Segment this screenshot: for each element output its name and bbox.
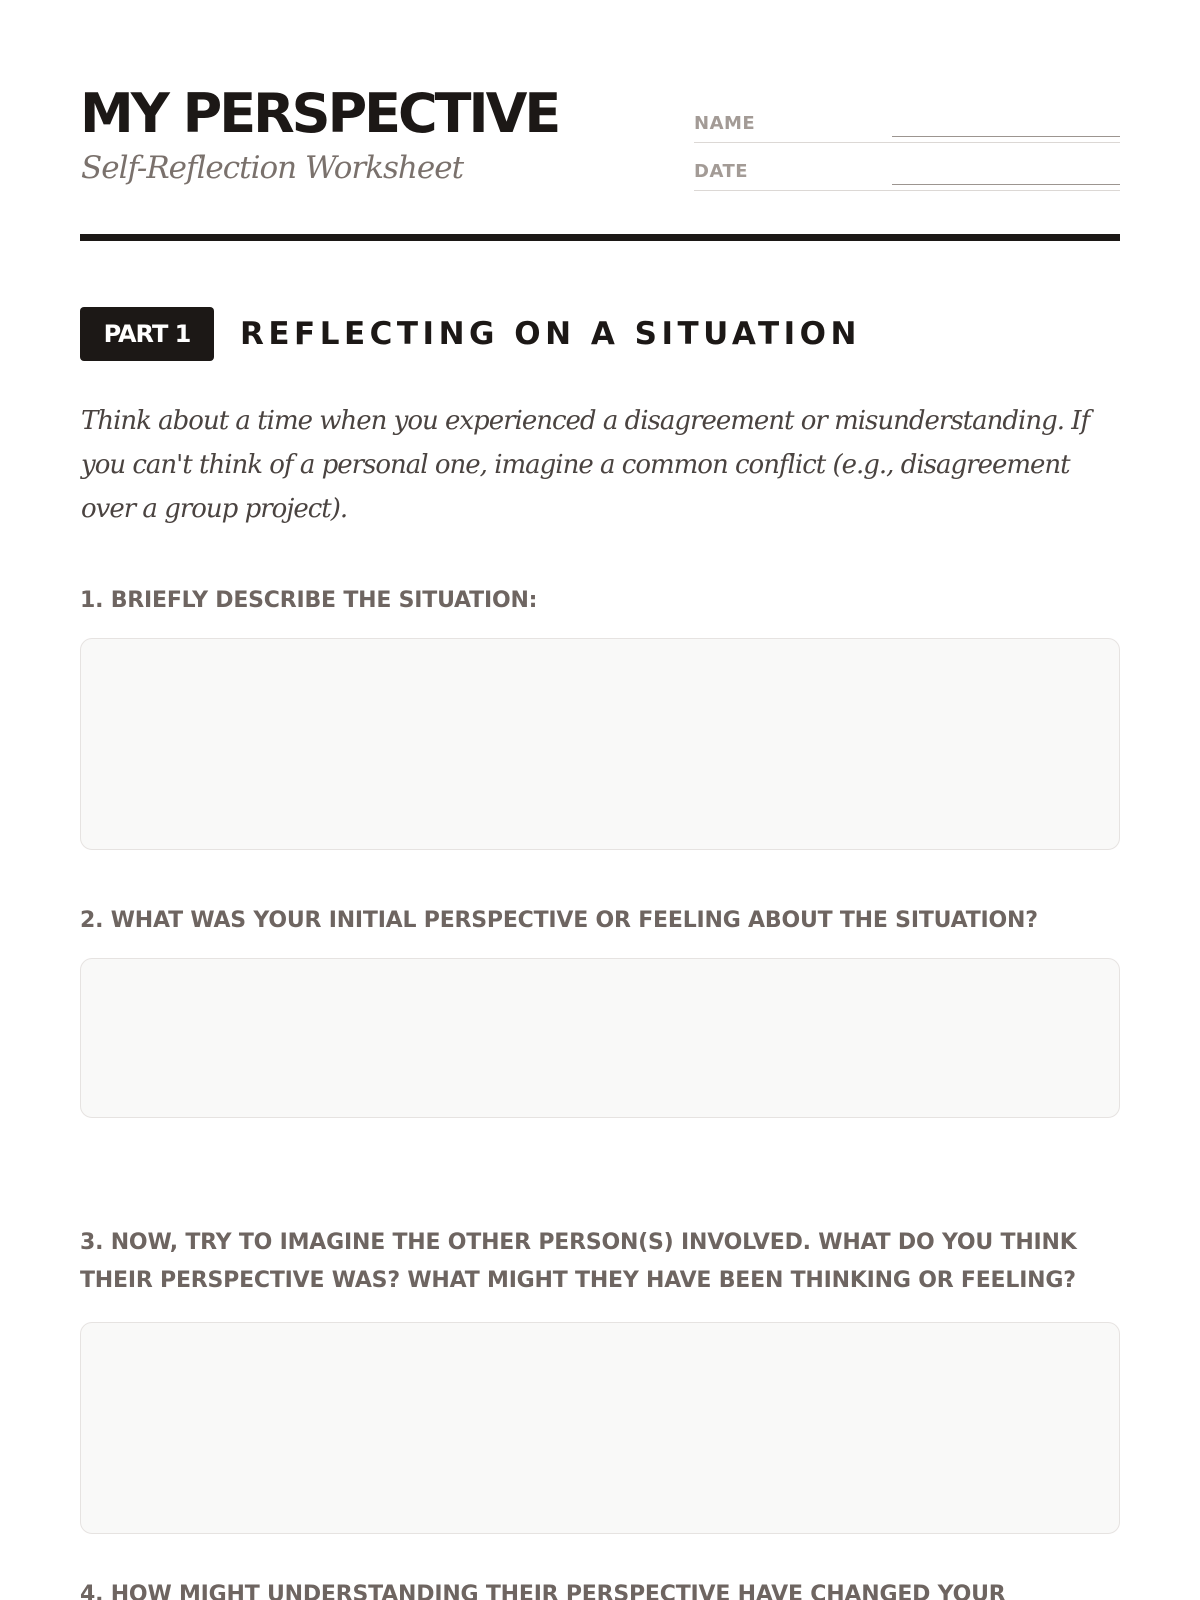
date-field-line[interactable] (892, 184, 1120, 185)
question-1-answer-box[interactable] (80, 638, 1120, 850)
question-1-label: 1. BRIEFLY DESCRIBE THE SITUATION: (80, 588, 538, 613)
date-field[interactable] (694, 161, 1120, 191)
question-2-label: 2. WHAT WAS YOUR INITIAL PERSPECTIVE OR FEELING ABOUT THE SITUATION? (80, 908, 1038, 933)
header-divider (80, 234, 1120, 241)
name-field[interactable] (694, 113, 1120, 143)
question-3-answer-box[interactable] (80, 1322, 1120, 1534)
page-subtitle: Self-Reflection Worksheet (81, 150, 464, 186)
question-2-answer-box[interactable] (80, 958, 1120, 1118)
page-title: MY PERSPECTIVE (80, 82, 559, 145)
question-4-label: 4. HOW MIGHT UNDERSTANDING THEIR PERSPECTIVE HAVE CHANGED YOUR (80, 1582, 1006, 1600)
name-field-label: NAME (694, 113, 756, 134)
name-field-line[interactable] (892, 136, 1120, 137)
part-badge: PART 1 (80, 307, 214, 361)
part-instructions: Think about a time when you experienced a disagreement or misunderstanding. If you can't think of a personal one, imagine a common conflict (e.g., disagreement over a group project). (81, 406, 1090, 524)
date-field-label: DATE (694, 161, 749, 182)
part-title: REFLECTING ON A SITUATION (240, 316, 861, 352)
question-3-label: 3. NOW, TRY TO IMAGINE THE OTHER PERSON(S) INVOLVED. WHAT DO YOU THINK THEIR PERSPECTIVE WAS? WHAT MIGHT THEY HAVE BEEN THINKING OR FEELING? (80, 1230, 1077, 1293)
